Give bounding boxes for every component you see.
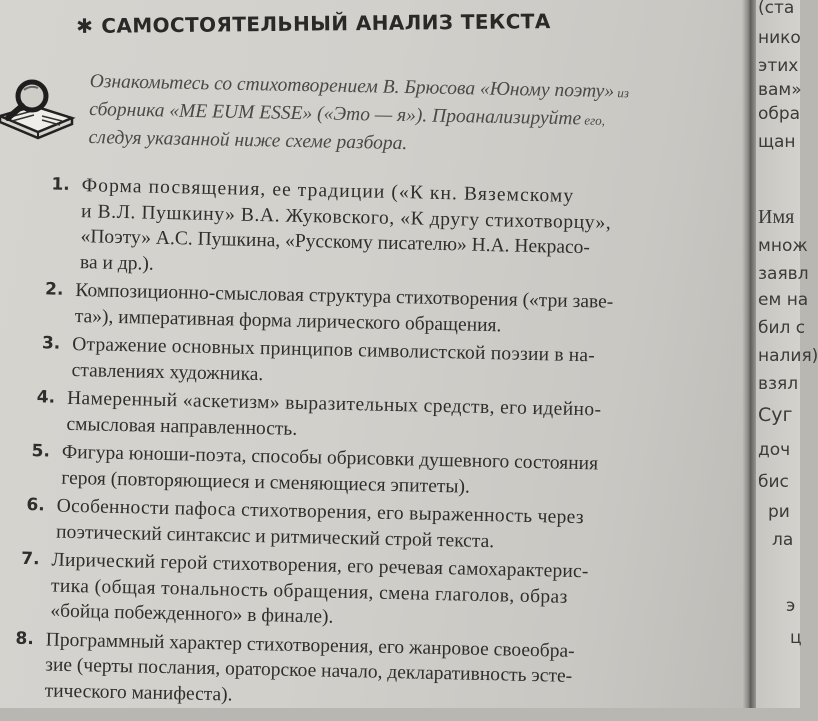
adjacent-page-text: ем на <box>758 290 809 310</box>
intro-line: сборника «ME EUM ESSE» («Это — я»). Проанализируйте его, <box>89 98 606 130</box>
adjacent-page-text: нико <box>758 28 801 48</box>
adjacent-page-text: ла <box>772 530 794 550</box>
adjacent-page-text: вам» <box>758 80 802 100</box>
intro-line: Ознакомьтесь со стихотворением В. Брюсова «Юному поэту» из <box>89 70 630 103</box>
adjacent-page-text: заявл <box>758 264 809 284</box>
adjacent-page-text: обра <box>758 104 801 124</box>
list-item <box>28 172 720 289</box>
item-number: 3. <box>41 333 61 354</box>
adjacent-page-text: Суг <box>758 404 793 426</box>
item-text: Лирический герой стихотворения, его речевая самохарактерис- тика (общая тональность обращения, смена глаголов, образ «бойца побежденного» в финале). <box>50 549 589 628</box>
item-text: Особенности пафоса стихотворения, его выраженность через поэтический синтаксис и ритмический строй текста. <box>55 495 585 552</box>
open-book-magnifier-icon <box>0 76 78 140</box>
item-number: 6. <box>26 495 45 516</box>
list-item <box>15 626 710 718</box>
item-number: 7. <box>21 548 40 570</box>
item-number: 2. <box>44 279 64 300</box>
item-text: Намеренный «аскетизм» выразительных средств, его идейно- смысловая направленность. <box>66 387 602 440</box>
list-item <box>20 547 712 639</box>
item-text: Композиционно-смысловая структура стихотворения («три заве- та»), императивная форма лирического обращения. <box>74 280 614 336</box>
adjacent-page-text: бис <box>758 472 789 492</box>
item-text: Отражение основных принципов символистской поэзии в на- ставлениях художника. <box>71 333 596 385</box>
item-text: Фигура юноши-поэта, способы обрисовки душевного состояния героя (повторяющиеся и сменяющиеся эпитеты). <box>61 441 599 498</box>
item-number: 1. <box>51 174 70 195</box>
section-title: САМОСТОЯТЕЛЬНЫЙ АНАЛИЗ ТЕКСТА <box>101 9 551 38</box>
item-number: 4. <box>36 387 56 408</box>
adjacent-page-text: щан <box>758 132 796 152</box>
adjacent-page-text: бил с <box>758 318 806 338</box>
item-number: 8. <box>15 628 35 649</box>
adjacent-page-edge <box>756 0 818 708</box>
adjacent-page-text: (ста <box>758 0 795 18</box>
intro-line: следуя указанной ниже схеме разбора. <box>88 126 408 155</box>
item-text: Программный характер стихотворения, его жанровое своеобра- зие (черты послания, ораторское начало, декларативность эсте- тического манифеста). <box>44 628 575 706</box>
adjacent-page-text: налия) <box>758 346 818 366</box>
asterisk-icon: ✱ <box>76 13 94 38</box>
item-number: 5. <box>31 441 51 462</box>
adjacent-page-text: э <box>786 596 796 616</box>
book-spine-shadow <box>742 0 756 708</box>
section-heading <box>76 9 551 38</box>
adjacent-page-text: взял <box>758 374 799 394</box>
adjacent-page-text: этих <box>758 56 799 76</box>
item-text: Форма посвящения, ее традиции («К кн. Вяземскому и В.Л. Пушкину» В.А. Жуковского, «К другу стихотворцу», «Поэту» А.С. Пушкина, «Русскому писателю» Н.А. Некрасо- ва и др.). <box>79 175 612 275</box>
adjacent-page-text: доч <box>758 440 791 460</box>
analysis-plan-list <box>15 172 719 721</box>
assignment-intro <box>88 68 699 163</box>
adjacent-page-text: Имя <box>758 206 795 228</box>
adjacent-page-text: ц <box>790 628 802 648</box>
adjacent-page-text: множ <box>758 236 808 256</box>
adjacent-page-text: ри <box>768 502 790 522</box>
